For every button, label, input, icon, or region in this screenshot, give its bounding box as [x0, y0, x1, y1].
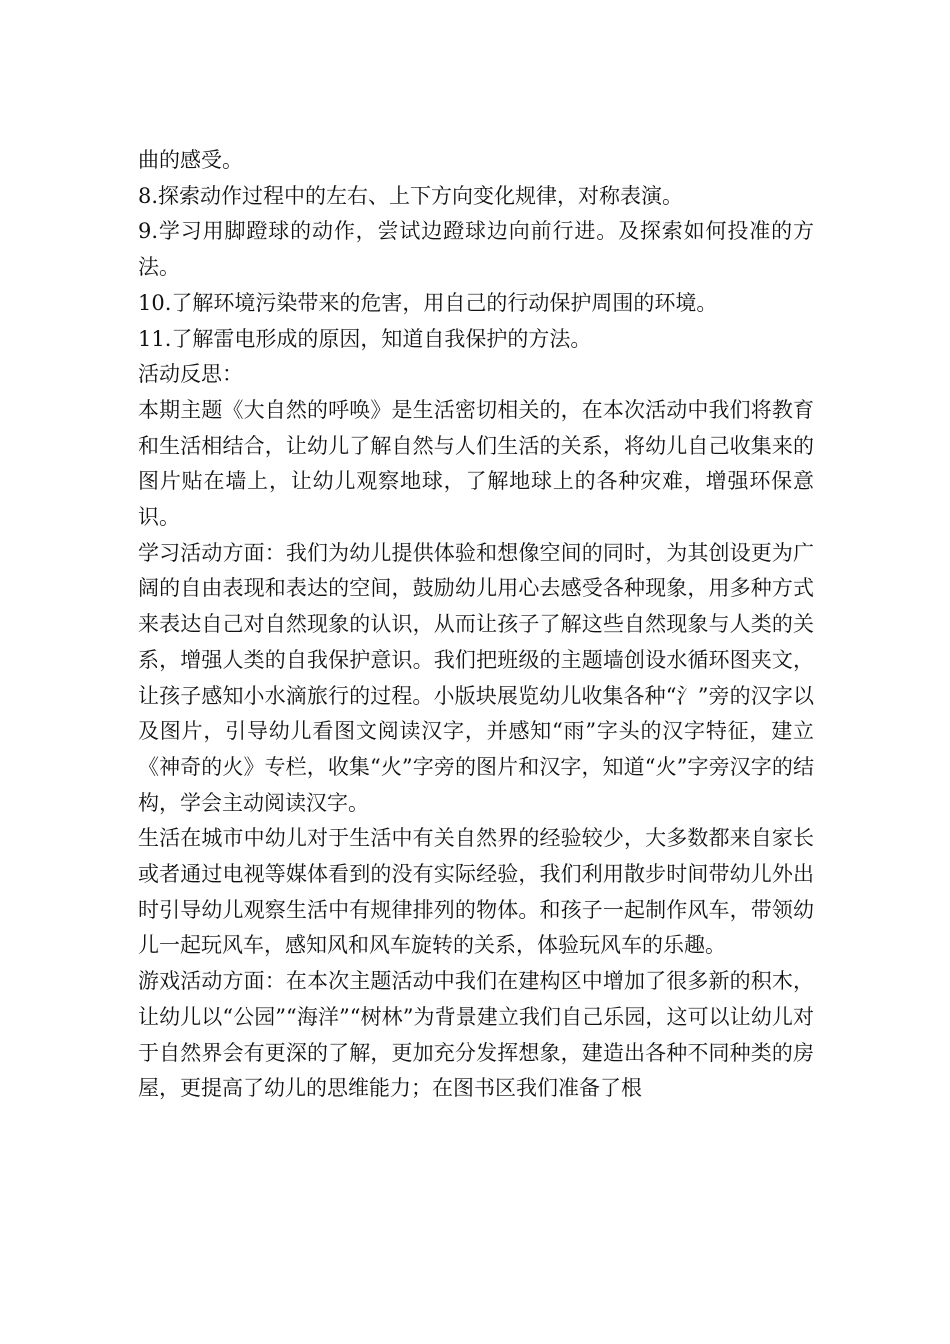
paragraph-learning-activities: 学习活动方面：我们为幼儿提供体验和想像空间的同时，为其创设更为广阔的自由表现和表达的空间，鼓励幼儿用心去感受各种现象，用多种方式来表达自己对自然现象的认识，从而让孩子了解这些自然现象与人类的关系，增强人类的自我保护意识。我们把班级的主题墙创设水循环图夹文，让孩子感知小水滴旅行的过程。小版块展览幼儿收集各种“氵”旁的汉字以及图片，引导幼儿看图文阅读汉字，并感知“雨”字头的汉字特征，建立《神奇的火》专栏，收集“火”字旁的图片和汉字，知道“火”字旁汉字的结构，学会主动阅读汉字。	[138, 540, 814, 815]
paragraph-daily-life: 生活在城市中幼儿对于生活中有关自然界的经验较少，大多数都来自家长或者通过电视等媒体看到的没有实际经验，我们利用散步时间带幼儿外出时引导幼儿观察生活中有规律排列的物体。和孩子一起制作风车，带领幼儿一起玩风车，感知风和风车旋转的关系，体验玩风车的乐趣。	[138, 826, 814, 958]
list-item-11: 11.了解雷电形成的原因，知道自我保护的方法。	[138, 326, 592, 351]
list-item-9: 9.学习用脚蹬球的动作，尝试边蹬球边向前行进。及探索如何投准的方法。	[138, 219, 814, 280]
paragraph-theme-intro: 本期主题《大自然的呼唤》是生活密切相关的，在本次活动中我们将教育和生活相结合，让幼儿了解自然与人们生活的关系，将幼儿自己收集来的图片贴在墙上，让幼儿观察地球，了解地球上的各种灾难，增强环保意识。	[138, 397, 814, 530]
paragraph-continuation: 曲的感受。	[138, 148, 243, 172]
section-heading-reflection: 活动反思：	[138, 362, 243, 387]
document-body	[138, 143, 814, 1107]
list-item-10: 10.了解环境污染带来的危害，用自己的行动保护周围的环境。	[138, 290, 718, 315]
list-item-8: 8.探索动作过程中的左右、上下方向变化规律，对称表演。	[138, 183, 684, 208]
paragraph-game-activities: 游戏活动方面：在本次主题活动中我们在建构区中增加了很多新的积木，让幼儿以“公园”“海洋”“树林”为背景建立我们自己乐园，这可以让幼儿对于自然界会有更深的了解，更加充分发挥想象，建造出各种不同种类的房屋，更提高了幼儿的思维能力；在图书区我们准备了根	[138, 969, 814, 1101]
